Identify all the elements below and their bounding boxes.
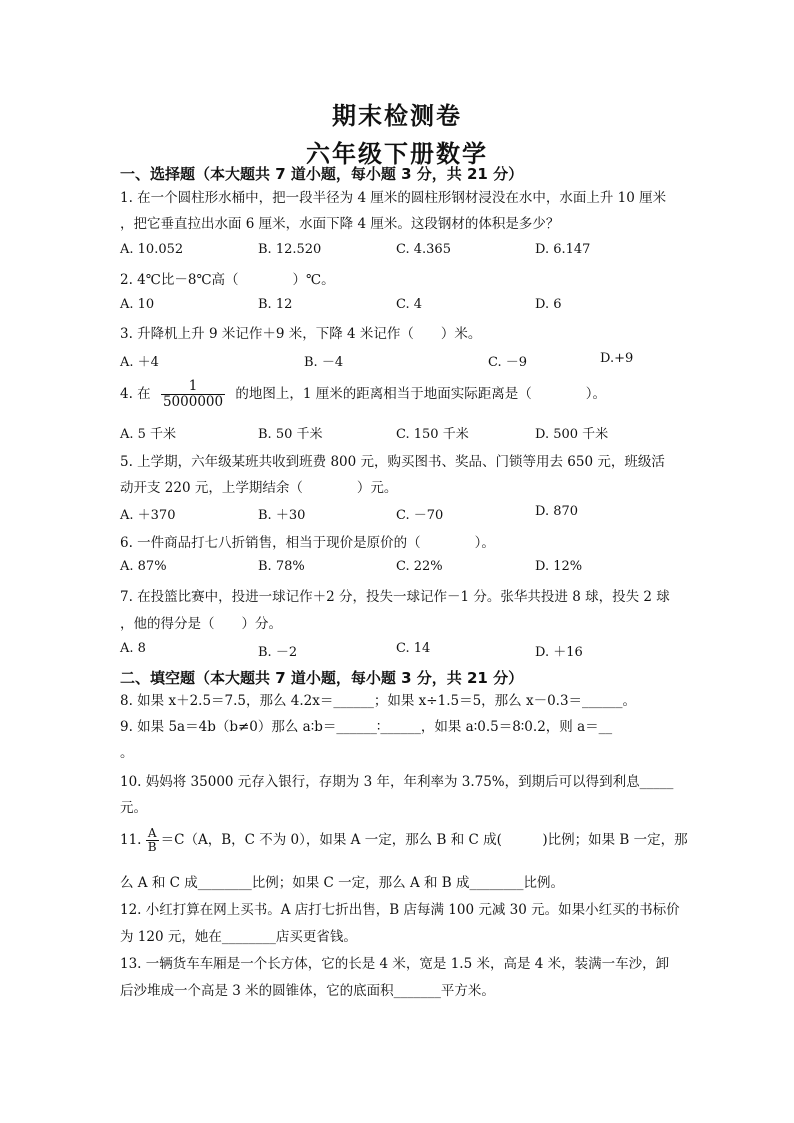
question-2: 2. 4℃比－8℃高（ ）℃。 bbox=[120, 272, 335, 288]
fraction-denominator: B bbox=[147, 840, 157, 854]
question-11-line-1 bbox=[120, 824, 688, 856]
question-3-options bbox=[120, 351, 680, 369]
a-over-b-fraction bbox=[146, 827, 159, 854]
question-4-text: 的地图上，1 厘米的距离相当于地面实际距离是（ ）。 bbox=[235, 386, 607, 402]
question-2-options bbox=[120, 297, 680, 315]
fraction-denominator: 5000000 bbox=[162, 394, 224, 410]
option-a: A. 10 bbox=[120, 297, 155, 312]
option-c: C. －9 bbox=[488, 355, 528, 370]
option-a: A. 10.052 bbox=[120, 242, 184, 257]
option-d: D.+9 bbox=[600, 351, 634, 366]
question-1-line-1: 1. 在一个圆柱形水桶中，把一段半径为 4 厘米的圆柱形钢材浸没在水中，水面上升 10 厘米 bbox=[120, 190, 667, 206]
exam-subtitle: 六年级下册数学 bbox=[306, 140, 488, 168]
section-heading-choice: 一、选择题（本大题共 7 道小题，每小题 3 分，共 21 分） bbox=[120, 165, 524, 183]
exam-title: 期末检测卷 bbox=[332, 102, 462, 130]
question-4 bbox=[120, 377, 680, 411]
question-3: 3. 升降机上升 9 米记作＋9 米，下降 4 米记作（ ）米。 bbox=[120, 326, 482, 342]
section-heading-fill-blank: 二、填空题（本大题共 7 道小题，每小题 3 分，共 21 分） bbox=[120, 669, 524, 687]
option-c: C. －70 bbox=[396, 508, 444, 523]
question-9-line-1: 9. 如果 5a＝4b（b≠0）那么 a∶b＝______∶______，如果 a∶0.5＝8∶0.2，则 a＝__ bbox=[120, 719, 613, 735]
question-1-options bbox=[120, 242, 680, 260]
question-5-options bbox=[120, 504, 680, 522]
question-6-options bbox=[120, 559, 680, 577]
option-d: D. 6.147 bbox=[535, 242, 591, 257]
question-10-line-2: 元。 bbox=[120, 800, 147, 816]
option-d: D. 500 千米 bbox=[535, 427, 609, 442]
map-scale-fraction bbox=[161, 379, 225, 410]
option-d: D. 870 bbox=[535, 504, 579, 519]
option-a: A. ＋4 bbox=[120, 355, 159, 370]
option-c: C. 4.365 bbox=[396, 242, 451, 257]
option-b: B. －2 bbox=[258, 645, 298, 660]
question-13-line-1: 13. 一辆货车车厢是一个长方体，它的长是 4 米，宽是 1.5 米，高是 4 米，装满一车沙，卸 bbox=[120, 956, 670, 972]
option-b: B. 78% bbox=[258, 559, 305, 574]
fraction-numerator: A bbox=[146, 827, 159, 841]
question-13-line-2: 后沙堆成一个高是 3 米的圆锥体，它的底面积_______平方米。 bbox=[120, 983, 495, 999]
option-a: A. 8 bbox=[120, 641, 146, 656]
option-c: C. 150 千米 bbox=[396, 427, 469, 442]
question-11-text: ＝C（A，B，C 不为 0），如果 A 一定，那么 B 和 C 成( )比例；如果 B 一定，那 bbox=[160, 832, 688, 848]
question-10-line-1: 10. 妈妈将 35000 元存入银行，存期为 3 年，年利率为 3.75%，到期后可以得到利息_____ bbox=[120, 774, 674, 790]
question-5-line-2: 动开支 220 元，上学期结余（ ）元。 bbox=[120, 480, 398, 496]
question-7-line-1: 7. 在投篮比赛中，投进一球记作＋2 分，投失一球记作－1 分。张华共投进 8 球，投失 2 球 bbox=[120, 589, 670, 605]
question-11-line-2: 么 A 和 C 成________比例；如果 C 一定，那么 A 和 B 成________比例。 bbox=[120, 875, 564, 891]
option-c: C. 4 bbox=[396, 297, 423, 312]
question-11-number: 11. bbox=[120, 832, 142, 848]
option-d: D. 6 bbox=[535, 297, 562, 312]
option-b: B. ＋30 bbox=[258, 508, 306, 523]
option-d: D. 12% bbox=[535, 559, 583, 574]
question-12-line-1: 12. 小红打算在网上买书。A 店打七折出售，B 店每满 100 元减 30 元。如果小红买的书标价 bbox=[120, 902, 680, 918]
option-a: A. 87% bbox=[120, 559, 167, 574]
question-8: 8. 如果 x＋2.5＝7.5，那么 4.2x＝______；如果 x÷1.5＝5，那么 x－0.3＝______。 bbox=[120, 693, 637, 709]
option-c: C. 22% bbox=[396, 559, 443, 574]
option-b: B. －4 bbox=[304, 355, 344, 370]
question-4-options bbox=[120, 423, 680, 441]
option-c: C. 14 bbox=[396, 641, 431, 656]
question-7-options bbox=[120, 641, 680, 659]
question-1-line-2: ，把它垂直拉出水面 6 厘米，水面下降 4 厘米。这段钢材的体积是多少？ bbox=[120, 216, 560, 232]
question-9-line-2: 。 bbox=[120, 745, 134, 761]
fraction-numerator: 1 bbox=[161, 379, 225, 395]
option-b: B. 50 千米 bbox=[258, 427, 323, 442]
option-a: A. 5 千米 bbox=[120, 427, 177, 442]
question-7-line-2: ，他的得分是（ ）分。 bbox=[120, 616, 282, 632]
question-5-line-1: 5. 上学期，六年级某班共收到班费 800 元，购买图书、奖品、门锁等用去 650 元，班级活 bbox=[120, 454, 665, 470]
question-4-prefix: 4. 在 bbox=[120, 386, 151, 402]
question-12-line-2: 为 120 元，她在________店买更省钱。 bbox=[120, 929, 357, 945]
option-a: A. ＋370 bbox=[120, 508, 176, 523]
question-6: 6. 一件商品打七八折销售，相当于现价是原价的（ ）。 bbox=[120, 535, 495, 551]
option-d: D. ＋16 bbox=[535, 645, 583, 660]
option-b: B. 12 bbox=[258, 297, 293, 312]
option-b: B. 12.520 bbox=[258, 242, 322, 257]
